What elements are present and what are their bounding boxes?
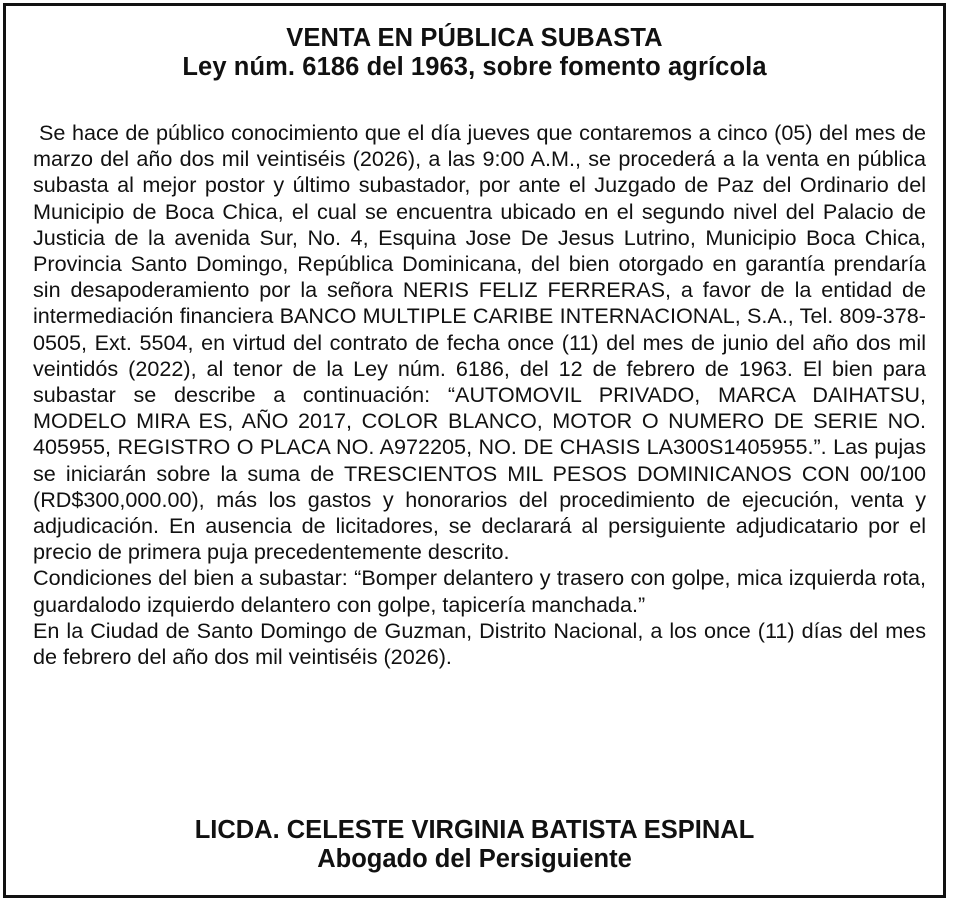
signature-block <box>6 816 943 874</box>
signatory-role: Abogado del Persiguiente <box>317 845 632 873</box>
signatory-name: LICDA. CELESTE VIRGINIA BATISTA ESPINAL <box>194 816 755 844</box>
notice-frame <box>3 3 946 898</box>
paragraph-main: Se hace de público conocimiento que el día jueves que contaremos a cinco (05) del mes de marzo del año dos mil veintiséis (2026), a las 9:00 A.M., se procederá a la venta en pública subasta al mejor postor y último subastador, por ante el Juzgado de Paz del Ordinario del Municipio de Boca Chica, el cual se encuentra ubicado en el segundo nivel del Palacio de Justicia de la avenida Sur, No. 4, Esquina Jose De Jesus Lutrino, Municipio Boca Chica, Provincia Santo Domingo, República Dominicana, del bien otorgado en garantía prendaría sin desapoderamiento por la señora NERIS FELIZ FERRERAS, a favor de la entidad de intermediación financiera BANCO MULTIPLE CARIBE INTERNACIONAL, S.A., Tel. 809-378-0505, Ext. 5504, en virtud del contrato de fecha once (11) del mes de junio del año dos mil veintidós (2022), al tenor de la Ley núm. 6186, del 12 de febrero de 1963. El bien para subastar se describe a continuación: “AUTOMOVIL PRIVADO, MARCA DAIHATSU, MODELO MIRA ES, AÑO 2017, COLOR BLANCO, MOTOR O NUMERO DE SERIE NO. 405955, REGISTRO O PLACA NO. A972205, NO. DE CHASIS LA300S1405955.”. Las pujas se iniciarán sobre la suma de TRESCIENTOS MIL PESOS DOMINICANOS CON 00/100 (RD$300,000.00), más los gastos y honorarios del procedimiento de ejecución, venta y adjudicación. En ausencia de licitadores, se declarará al persiguiente adjudicatario por el precio de primera puja precedentemente descrito. <box>33 120 926 565</box>
paragraph-conditions: Condiciones del bien a subastar: “Bomper delantero y trasero con golpe, mica izquierda rota, guardalodo izquierdo delantero con golpe, tapicería manchada.” <box>33 565 926 617</box>
notice-title: VENTA EN PÚBLICA SUBASTA <box>286 24 663 52</box>
notice-header <box>6 24 943 82</box>
paragraph-place-date: En la Ciudad de Santo Domingo de Guzman, Distrito Nacional, a los once (11) días del mes de febrero del año dos mil veintiséis (2026). <box>33 617 926 670</box>
notice-body <box>33 120 926 670</box>
notice-subtitle: Ley núm. 6186 del 1963, sobre fomento agrícola <box>182 53 767 81</box>
